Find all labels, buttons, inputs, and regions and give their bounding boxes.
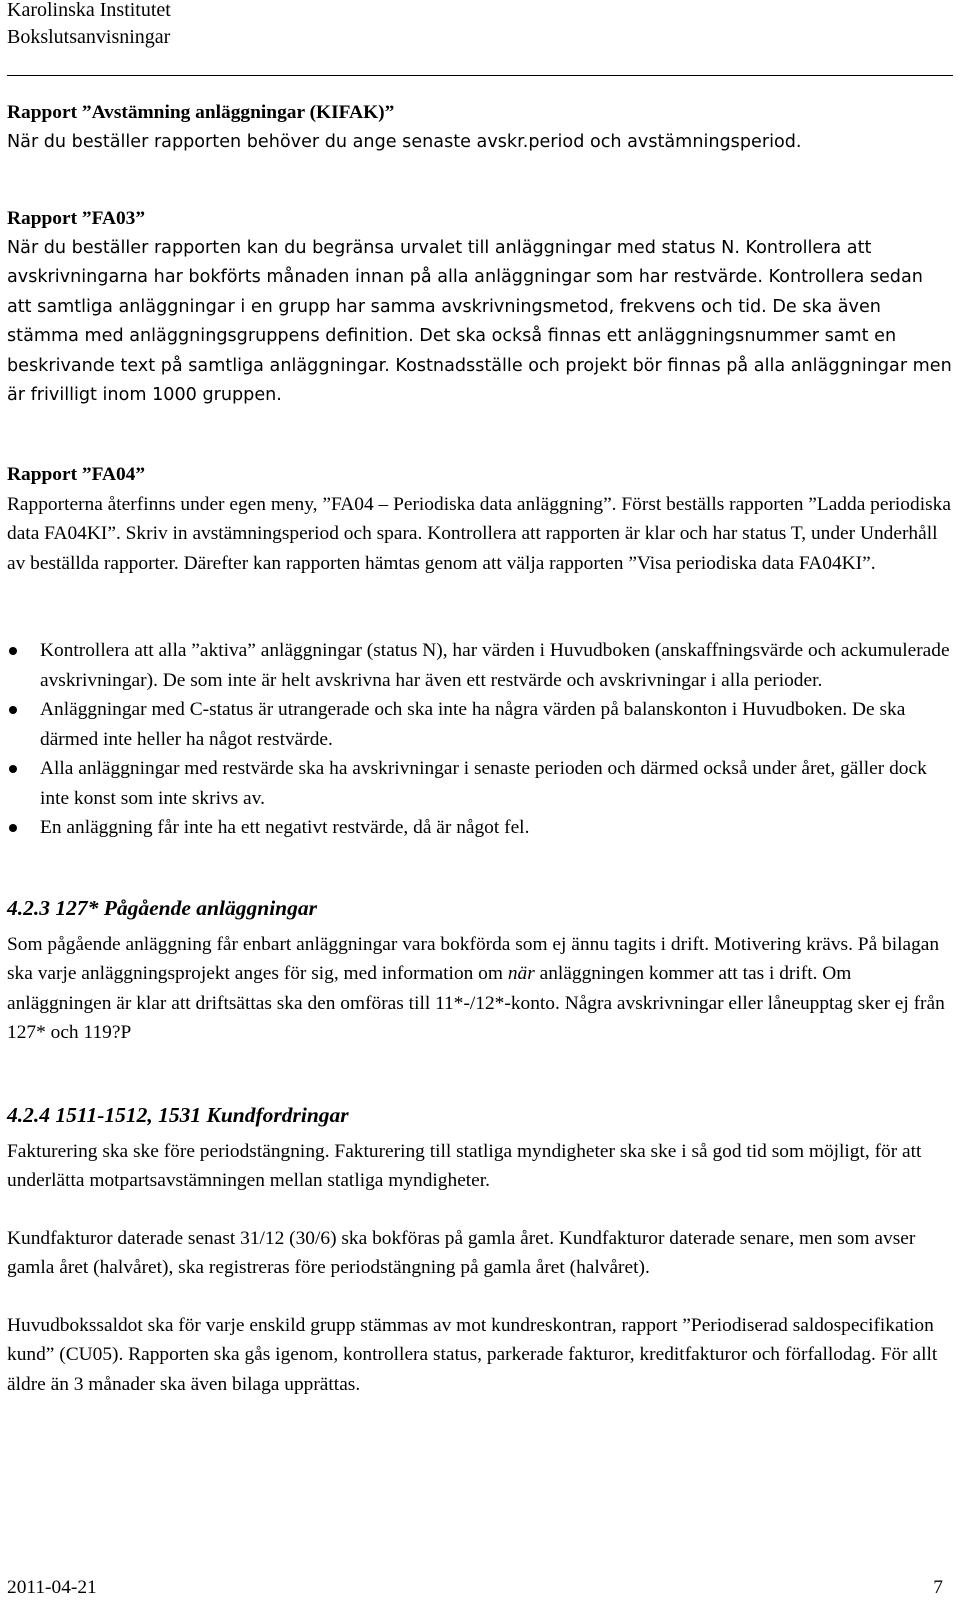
- bullet-icon: [9, 765, 17, 773]
- section-4-2-4-paragraph-2: Kundfakturor daterade senast 31/12 (30/6) ska bokföras på gamla året. Kundfakturor daterade senare, men som avser gamla året (halvåret), ska registreras före periodstängning på gamla året (halvåret).: [7, 1227, 916, 1278]
- list-item: [7, 636, 953, 695]
- bullet-icon: [9, 647, 17, 655]
- section-4-2-3-text: [7, 930, 953, 1048]
- section-fa04: [7, 460, 953, 578]
- fa04-text: Rapporterna återfinns under egen meny, ”FA04 – Periodiska data anläggning”. Först beställs rapporten ”Ladda periodiska data FA04KI”. Skriv in avstämningsperiod och spara. Kontrollera att rapporten är klar och har status T, under Underhåll av beställda rapporter. Därefter kan rapporten hämtas genom att välja rapporten ”Visa periodiska data FA04KI”.: [7, 493, 951, 574]
- page-number: 7: [933, 1577, 943, 1598]
- footer-date: 2011-04-21: [7, 1577, 97, 1598]
- text-run: Som pågående anläggning får enbart anläggningar vara bokförda som ej ännu tagits i drift. Motivering krävs. På bilagan ska varje anläggningsprojekt anges för sig, med information om: [7, 933, 940, 984]
- section-kifak: [7, 98, 953, 157]
- fa03-text: När du beställer rapporten kan du begränsa urvalet till anläggningar med status N. Kontrollera att avskrivningarna har bokförts månaden innan på alla anläggningar som har restvärde. Kontrollera sedan att samtliga anläggningar i en grupp har samma avskrivningsmetod, frekvens och tid. De ska även stämma med anläggningsgruppens definition. Det ska också finnas ett anläggningsnummer samt en beskrivande text på samtliga anläggningar. Kostnadsställe och projekt bör finnas på alla anläggningar men är frivilligt inom 1000 gruppen.: [7, 237, 952, 405]
- header-organization: Karolinska Institutet: [7, 0, 171, 21]
- section-4-2-4-paragraph-3: Huvudbokssaldot ska för varje enskild grupp stämmas av mot kundreskontran, rapport ”Periodiserad saldospecifikation kund” (CU05). Rapporten ska gås igenom, kontrollera status, parkerade fakturor, kreditfakturor och förfallodag. För allt äldre än 3 månader ska även bilaga upprättas.: [7, 1314, 938, 1395]
- text-run: anläggningen kommer att tas i drift. Om anläggningen är klar att driftsättas ska den omföras till 11*-/12*-konto. Några avskrivningar eller låneupptag sker ej från 127* och 119?P: [7, 963, 945, 1043]
- emphasis-text: när: [507, 963, 535, 984]
- list-item-text: Kontrollera att alla ”aktiva” anläggningar (status N), har värden i Huvudboken (anskaffningsvärde och ackumulerade avskrivningar). De som inte är helt avskrivna har även ett restvärde och avskrivningar i alla perioder.: [40, 640, 950, 691]
- bullet-icon: [9, 824, 17, 832]
- section-4-2-4-paragraph-1: Fakturering ska ske före periodstängning. Fakturering till statliga myndigheter ska ske i så god tid som möjligt, för att underlätta motpartsavstämningen mellan statliga myndigheter.: [7, 1140, 922, 1191]
- list-item-text: Anläggningar med C-status är utrangerade och ska inte ha några värden på balanskonton i Huvudboken. De ska därmed inte heller ha något restvärde.: [40, 699, 906, 750]
- section-4-2-4-heading: 4.2.4 1511-1512, 1531 Kundfordringar: [7, 1103, 349, 1127]
- list-item: [7, 813, 953, 843]
- header-divider: [7, 75, 953, 76]
- list-item-text: En anläggning får inte ha ett negativt restvärde, då är något fel.: [40, 817, 530, 838]
- list-item-text: Alla anläggningar med restvärde ska ha avskrivningar i senaste perioden och därmed också under året, gäller dock inte konst som inte skrivs av.: [40, 758, 927, 809]
- kifak-title: Rapport ”Avstämning anläggningar (KIFAK)”: [7, 102, 395, 123]
- section-4-2-4: [7, 1101, 953, 1399]
- bullet-icon: [9, 706, 17, 714]
- fa03-title: Rapport ”FA03”: [7, 208, 146, 229]
- list-item: [7, 695, 953, 754]
- kifak-text: När du beställer rapporten behöver du ange senaste avskr.period och avstämningsperiod.: [7, 131, 802, 152]
- header-document-title: Bokslutsanvisningar: [7, 26, 171, 48]
- section-4-2-3-heading: 4.2.3 127* Pågående anläggningar: [7, 896, 317, 920]
- section-4-2-3: [7, 894, 953, 1048]
- fa04-title: Rapport ”FA04”: [7, 464, 146, 485]
- list-item: [7, 754, 953, 813]
- section-fa03: [7, 204, 953, 411]
- control-checklist: [7, 636, 953, 843]
